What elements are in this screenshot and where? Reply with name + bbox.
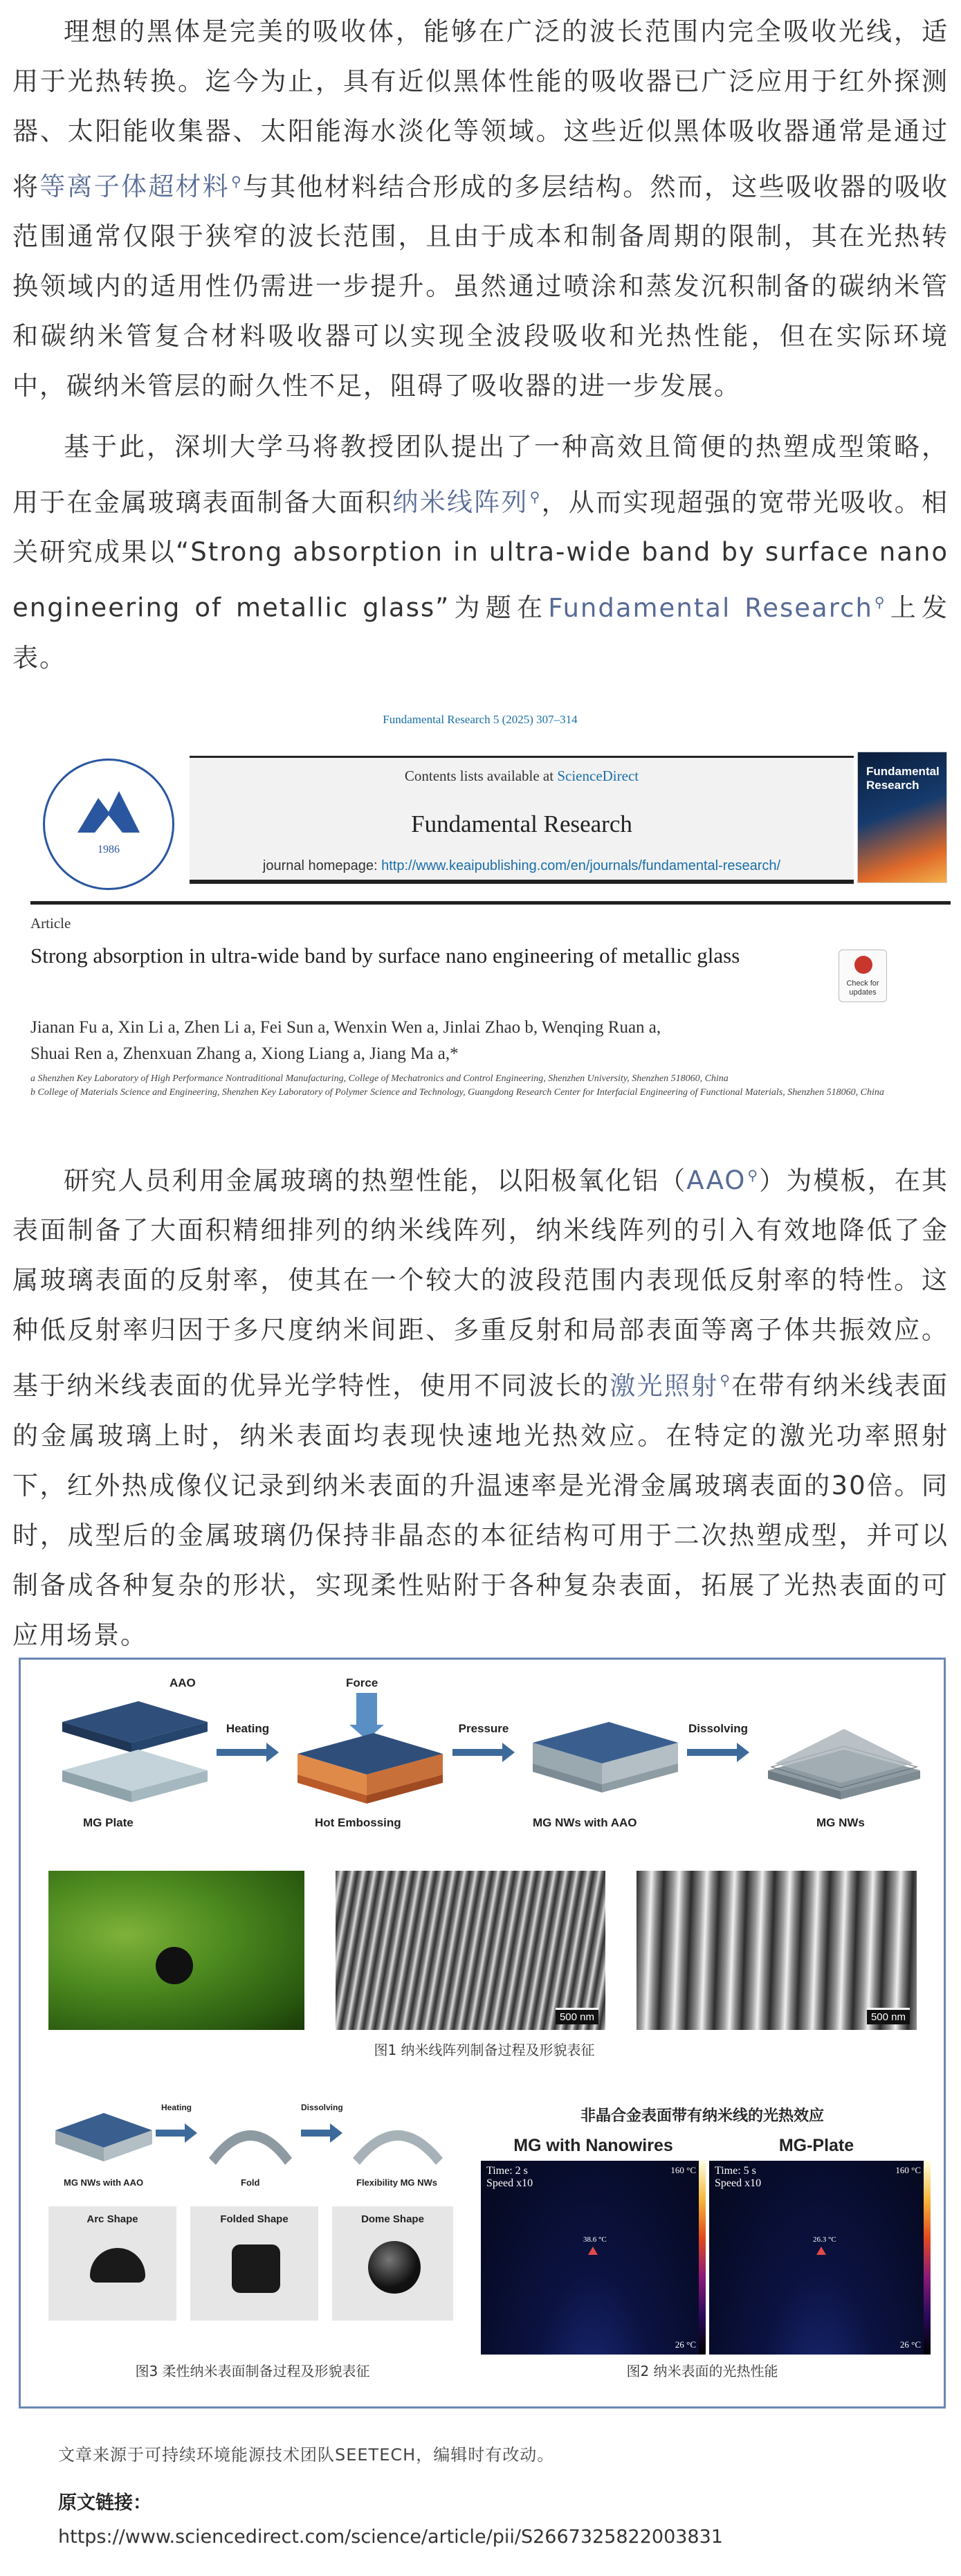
thermal-right-time: Time: 5 s bbox=[715, 2165, 756, 2177]
thermal-right-tmin: 26 °C bbox=[899, 2339, 921, 2350]
results-text-2: ）为模板，在其表面制备了大面积精细排列的纳米线阵列，纳米线阵列的引入有效地降低了金属玻璃表面的反射率，使其在一个较大的波段范围内表现低反射率的特性。这种低反射率归因于多尺度纳米间距、多重反射和局部表面等离子体共振效应。基于纳米线表面的优异光学特性，使用不同波长的 bbox=[12, 1165, 949, 1401]
color-scale-bar bbox=[924, 2161, 931, 2355]
check-updates-icon bbox=[854, 956, 872, 974]
thermal-right-speed: Speed x10 bbox=[715, 2177, 762, 2189]
keyword-link-nanowire[interactable] bbox=[392, 487, 541, 517]
leaf-photo bbox=[48, 1871, 304, 2030]
keyword-link-journal[interactable] bbox=[548, 593, 886, 623]
intro-paragraph bbox=[12, 7, 949, 411]
keyword-link-label[interactable]: Fundamental Research bbox=[548, 592, 873, 623]
arc-sample bbox=[90, 2248, 145, 2283]
homepage-label: journal homepage: bbox=[262, 858, 378, 873]
nanowires-illustration bbox=[754, 1701, 927, 1812]
dome-shape-label: Dome Shape bbox=[361, 2213, 424, 2225]
folded-shape-photo bbox=[190, 2206, 318, 2321]
check-updates-badge[interactable] bbox=[839, 950, 887, 1002]
thermal-left-hud bbox=[486, 2165, 533, 2190]
label-aao: AAO bbox=[170, 1676, 196, 1689]
keyword-link-label[interactable]: 纳米线阵列 bbox=[392, 487, 529, 518]
contents-line bbox=[190, 768, 854, 785]
label-mg-nws: MG NWs bbox=[816, 1816, 865, 1829]
check-updates-label: Check for updates bbox=[846, 979, 879, 997]
original-link-url[interactable]: https://www.sciencedirect.com/science/article/pii/S2667325822003831 bbox=[58, 2526, 723, 2548]
homepage-link[interactable]: http://www.keaipublishing.com/en/journals/fundamental-research/ bbox=[381, 858, 781, 873]
search-icon: ⚲ bbox=[230, 173, 243, 190]
results-text-3: 在带有纳米线表面的金属玻璃上时，纳米表面均表现快速地光热效应。在特定的激光功率照射下，红外热成像仪记录到纳米表面的升温速率是光滑金属玻璃表面的30倍。同时，成型后的金属玻璃仍保持非晶态的本征结构可用于二次热塑成型，并可以制备成各种复杂的形状，实现柔性贴附于各种复杂表面，拓展了光热表面的可应用场景。 bbox=[12, 1370, 949, 1650]
folded-sample bbox=[232, 2244, 280, 2293]
arrow-pressure bbox=[452, 1722, 515, 1762]
search-icon: ⚲ bbox=[874, 594, 886, 611]
sem-image-side bbox=[637, 1871, 917, 2030]
article-title: Strong absorption in ultra-wide band by surface nano engineering of metallic glass bbox=[30, 943, 740, 968]
authors-line-1: Jianan Fu a, Xin Li a, Zhen Li a, Fei Sun a, Wenxin Wen a, Jinlai Zhao b, Wenqing Ruan a, bbox=[30, 1018, 661, 1037]
arc-shape-label: Arc Shape bbox=[86, 2213, 138, 2225]
cover-title: Fundamental Research bbox=[866, 765, 940, 792]
affiliation-b: b College of Materials Science and Engineering, Shenzhen Key Laboratory of Polymer Science and Technology, Guangdong Research Center for Interfacial Engineering of Functional Materials, Shenzhen 518060, China bbox=[30, 1087, 884, 1098]
label-fold: Fold bbox=[241, 2177, 260, 2188]
thermal-right-hud bbox=[715, 2165, 761, 2190]
strategy-paragraph bbox=[12, 422, 949, 683]
photothermal-title: 非晶合金表面带有纳米线的光热效应 bbox=[580, 2107, 824, 2124]
label-force: Force bbox=[346, 1676, 378, 1689]
thermal-right-title: MG-Plate bbox=[778, 2136, 854, 2155]
arrow-flex-heating-label: Heating bbox=[161, 2103, 192, 2112]
arrow-dissolving-label: Dissolving bbox=[688, 1722, 748, 1735]
thermal-left-value: 38.6 °C bbox=[583, 2235, 607, 2244]
strategy-text-1: 基于此，深圳大学马将教授团队提出了一种高效且简便的热塑成型策略，用于在金属玻璃表面制备大面积 bbox=[12, 432, 949, 518]
hotspot-marker-icon bbox=[816, 2247, 826, 2255]
thermal-left-tmin: 26 °C bbox=[675, 2339, 696, 2350]
logo-year: 1986 bbox=[98, 844, 120, 855]
homepage-line bbox=[190, 858, 854, 874]
intro-text-1: 理想的黑体是完美的吸收体，能够在广泛的波长范围内完全吸收光线，适用于光热转换。迄今为止，具有近似黑体性能的吸收器已广泛应用于红外探测器、太阳能收集器、太阳能海水淡化等领域。这些近似黑体吸收器通常是通过将 bbox=[12, 17, 949, 202]
search-icon: ⚲ bbox=[720, 1372, 732, 1389]
journal-title: Fundamental Research bbox=[411, 810, 632, 837]
color-scale-bar bbox=[699, 2161, 706, 2355]
fold-illustration bbox=[202, 2103, 299, 2172]
results-paragraph bbox=[12, 1150, 949, 1660]
contents-label: Contents lists available at bbox=[404, 768, 554, 784]
scale-bar-2: 500 nm bbox=[867, 2008, 910, 2024]
folded-shape-label: Folded Shape bbox=[220, 2213, 289, 2225]
source-note: 文章来源于可持续环境能源技术团队SEETECH，编辑时有改动。 bbox=[58, 2445, 555, 2465]
figure1-caption: 图1 纳米线阵列制备过程及形貌表征 bbox=[374, 2042, 595, 2058]
original-link-title: 原文链接： bbox=[58, 2492, 152, 2514]
mountain-emblem-icon bbox=[74, 784, 143, 840]
search-icon: ⚲ bbox=[529, 489, 542, 505]
arrow-flex-heating bbox=[156, 2103, 197, 2143]
thermal-left-tmax: 160 °C bbox=[670, 2165, 696, 2175]
keyword-link-plasmonic[interactable] bbox=[39, 172, 242, 201]
label-mg-plate: MG Plate bbox=[83, 1816, 134, 1829]
hot-embossing-illustration bbox=[284, 1691, 450, 1816]
figure2-caption: 图2 纳米表面的光热性能 bbox=[626, 2363, 778, 2379]
keyword-link-label[interactable]: 等离子体超材料 bbox=[39, 172, 230, 202]
flex-nws-illustration bbox=[346, 2103, 450, 2172]
results-text-1: 研究人员利用金属玻璃的热塑性能，以阳极氧化铝（ bbox=[64, 1165, 687, 1196]
paper-header-image bbox=[30, 713, 940, 1128]
thermal-left-title: MG with Nanowires bbox=[513, 2136, 673, 2155]
dome-sample bbox=[368, 2241, 421, 2294]
figure-panel bbox=[19, 1658, 946, 2409]
sample-disc bbox=[156, 1947, 193, 1984]
keyword-link-aao[interactable] bbox=[686, 1165, 759, 1195]
dome-shape-photo bbox=[332, 2206, 453, 2321]
arrow-heating-label: Heating bbox=[226, 1722, 270, 1735]
article-type: Article bbox=[30, 915, 71, 932]
flex-aao-illustration bbox=[48, 2103, 159, 2172]
affiliation-a: a Shenzhen Key Laboratory of High Performance Nontraditional Manufacturing, College of Mechatronics and Control Engineering, Shenzhen University, Shenzhen 518060, China bbox=[30, 1073, 729, 1084]
label-flex-mg-nws-aao: MG NWs with AAO bbox=[64, 2177, 144, 2188]
journal-banner bbox=[190, 756, 854, 884]
nsfc-logo bbox=[43, 759, 174, 890]
label-flex-nws: Flexibility MG NWs bbox=[356, 2177, 438, 2188]
figure3-caption: 图3 柔性纳米表面制备过程及形貌表征 bbox=[135, 2363, 370, 2379]
thermal-left-time: Time: 2 s bbox=[486, 2165, 528, 2177]
aao-template-illustration bbox=[48, 1694, 214, 1812]
sem-image-top bbox=[336, 1871, 605, 2030]
scale-bar-1: 500 nm bbox=[556, 2008, 598, 2024]
arrow-heating bbox=[217, 1722, 279, 1762]
thermal-image-plate bbox=[709, 2161, 931, 2355]
journal-cover-thumbnail bbox=[857, 752, 947, 883]
authors-line-2: Shuai Ren a, Zhenxuan Zhang a, Xiong Liang a, Jiang Ma a,* bbox=[30, 1044, 459, 1063]
nanowires-with-aao-illustration bbox=[519, 1708, 685, 1812]
sciencedirect-link[interactable]: ScienceDirect bbox=[557, 768, 639, 784]
author-list bbox=[30, 1015, 798, 1067]
label-hot-embossing: Hot Embossing bbox=[315, 1816, 401, 1829]
thermal-right-tmax: 160 °C bbox=[895, 2165, 921, 2175]
label-mg-nws-aao: MG NWs with AAO bbox=[533, 1816, 637, 1829]
keyword-link-laser[interactable] bbox=[610, 1371, 731, 1401]
hotspot-marker-icon bbox=[588, 2247, 598, 2255]
arrow-flex-dissolving-label: Dissolving bbox=[301, 2103, 343, 2112]
strategy-text-3: 上发表。 bbox=[12, 592, 949, 673]
search-icon: ⚲ bbox=[747, 1167, 760, 1183]
strategy-text-2: ，从而实现超强的宽带光吸收。相关研究成果以“Strong absorption in ultra-wide band by surface nano engineering of metallic glass”为题在 bbox=[12, 487, 949, 623]
thermal-right-value: 26.3 °C bbox=[813, 2235, 836, 2244]
arc-shape-photo bbox=[48, 2206, 176, 2321]
divider bbox=[30, 901, 951, 905]
affiliations bbox=[30, 1073, 888, 1100]
intro-text-2: 与其他材料结合形成的多层结构。然而，这些吸收器的吸收范围通常仅限于狭窄的波长范围，且由于成本和制备周期的限制，其在光热转换领域内的适用性仍需进一步提升。虽然通过喷涂和蒸发沉积制备的碳纳米管和碳纳米管复合材料吸收器可以实现全波段吸收和光热性能，但在实际环境中，碳纳米管层的耐久性不足，阻碍了吸收器的进一步发展。 bbox=[12, 172, 949, 401]
thermal-image-nanowires bbox=[481, 2161, 706, 2355]
arrow-flex-dissolving bbox=[301, 2103, 343, 2143]
keyword-link-label[interactable]: 激光照射 bbox=[610, 1370, 719, 1401]
arrow-pressure-label: Pressure bbox=[458, 1722, 509, 1735]
arrow-dissolving bbox=[687, 1722, 749, 1762]
thermal-left-speed: Speed x10 bbox=[486, 2177, 533, 2189]
keyword-link-label[interactable]: AAO bbox=[686, 1165, 747, 1196]
journal-citation: Fundamental Research 5 (2025) 307–314 bbox=[383, 713, 578, 726]
